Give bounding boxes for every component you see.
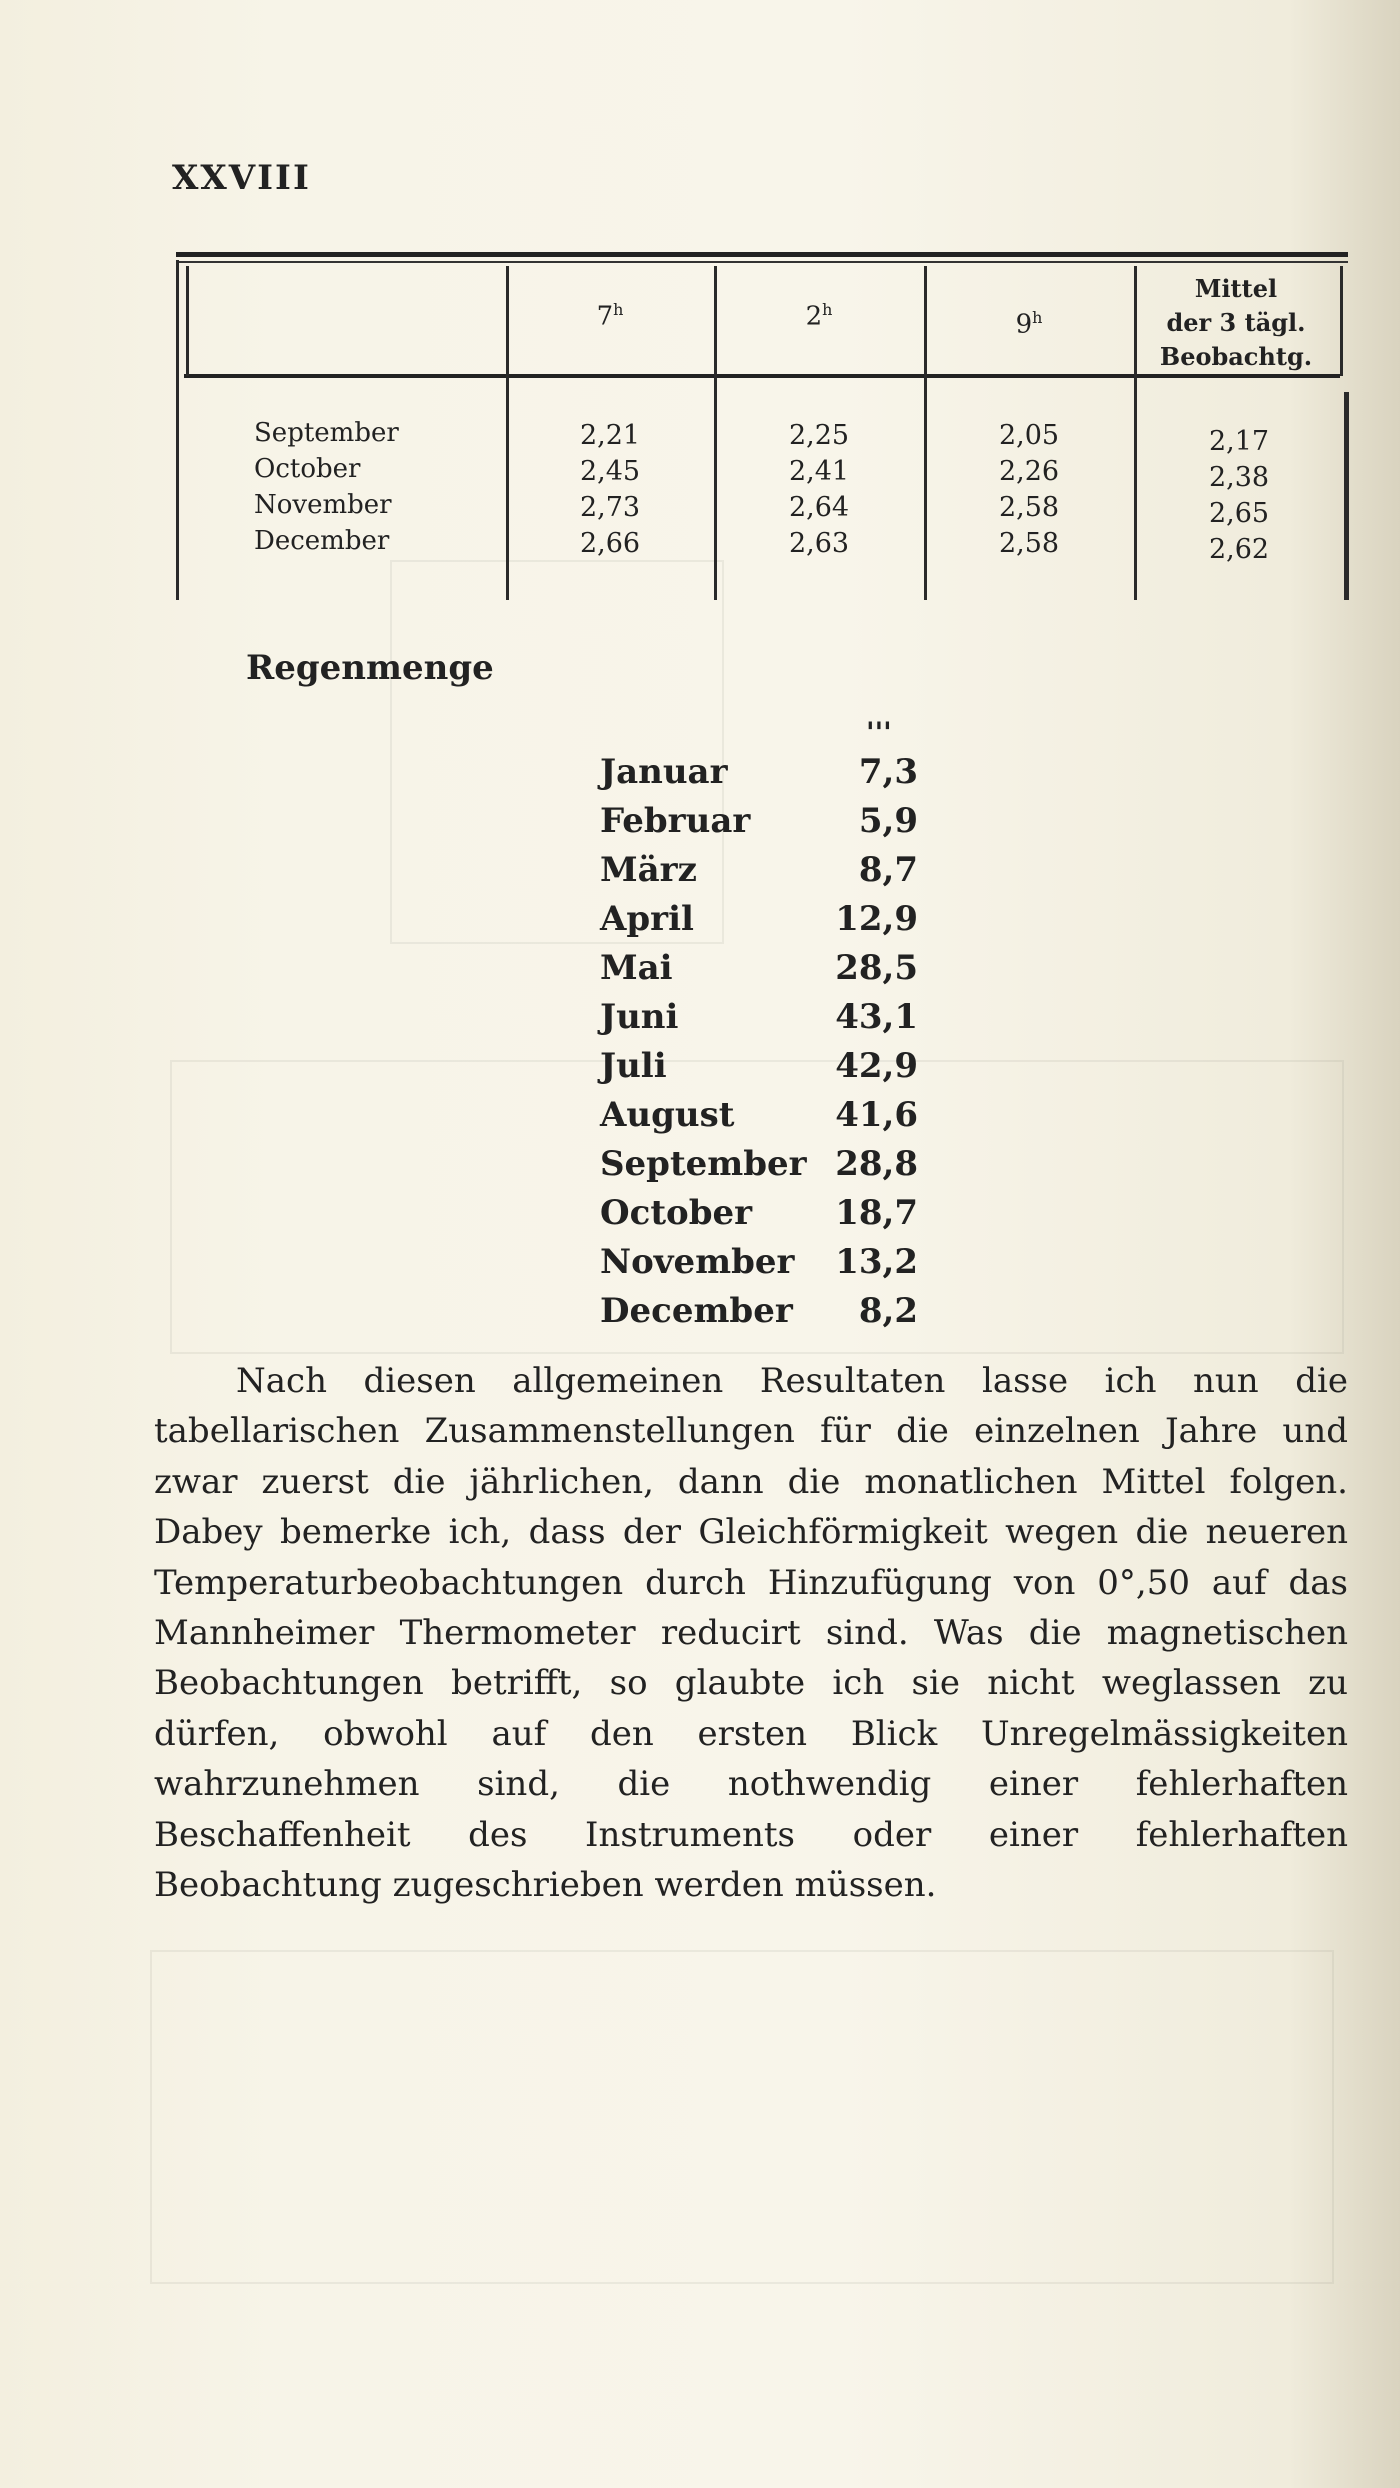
rain-value: 28,8: [835, 1144, 918, 1184]
table-cell-7h: 2,45: [579, 456, 641, 487]
rain-month: Juni: [600, 997, 679, 1037]
rain-value: 7,3: [858, 752, 918, 792]
table-cell-9h: 2,05: [998, 420, 1060, 451]
rain-month: September: [600, 1144, 807, 1184]
table-top-rule: [176, 252, 1348, 257]
table-cell-7h: 2,73: [579, 492, 641, 523]
rain-month: October: [600, 1193, 753, 1233]
rain-month: April: [600, 899, 694, 939]
header-9h-sup: h: [1032, 308, 1043, 327]
rain-value: 43,1: [835, 997, 918, 1037]
table-frame: [176, 252, 1348, 600]
header-9h: [924, 308, 1134, 340]
page-number: XXVIII: [172, 158, 311, 198]
header-mittel-line-2: der 3 tägl.: [1166, 308, 1306, 337]
table-row-month: November: [254, 490, 392, 520]
list-item: [600, 1095, 940, 1143]
body-paragraph-block: [154, 1356, 1348, 1910]
header-7h-label: 7: [596, 301, 614, 332]
list-item: [600, 752, 940, 800]
table-cell-7h: 2,21: [579, 420, 641, 451]
table-cell-7h: 2,66: [579, 528, 641, 559]
list-item: [600, 801, 940, 849]
rain-month: December: [600, 1291, 793, 1331]
table-cell-2h: 2,64: [788, 492, 850, 523]
rain-value: 28,5: [835, 948, 918, 988]
list-item: [600, 899, 940, 947]
rain-value: 41,6: [835, 1095, 918, 1135]
rain-value: 5,9: [858, 801, 918, 841]
table-row-month: December: [254, 526, 390, 556]
list-item: [600, 997, 940, 1045]
rain-month: Mai: [600, 948, 673, 988]
table-cell-mittel: 2,65: [1208, 498, 1270, 529]
rain-value: 13,2: [835, 1242, 918, 1282]
list-item: [600, 1046, 940, 1094]
table-cell-9h: 2,26: [998, 456, 1060, 487]
list-item: [600, 1144, 940, 1192]
rain-value: 12,9: [835, 899, 918, 939]
rain-value: 18,7: [835, 1193, 918, 1233]
header-2h: [714, 300, 924, 332]
header-mittel-line-3: Beobachtg.: [1159, 342, 1313, 371]
show-through-table-lower: [150, 1950, 1334, 2284]
list-item: [600, 1291, 940, 1339]
table-cell-mittel: 2,17: [1208, 426, 1270, 457]
rain-month: November: [600, 1242, 795, 1282]
table-right-border: [1340, 266, 1343, 376]
table-row-month: October: [254, 454, 361, 484]
list-item: [600, 850, 940, 898]
table-cell-9h: 2,58: [998, 492, 1060, 523]
table-row-month: September: [254, 418, 399, 448]
rain-month: Januar: [600, 752, 728, 792]
list-item: [600, 1193, 940, 1241]
rain-month: Februar: [600, 801, 751, 841]
body-paragraph: Nach diesen allgemeinen Resultaten lasse ich nun die tabellarischen Zusammenstellungen für die einzelnen Jahre und zwar zuerst die jährlichen, dann die monatlichen Mittel folgen. Dabey bemerke ich, dass der Gleichförmigkeit wegen die neueren Temperaturbeobachtungen durch Hinzufügung von 0°,50 auf das Mannheimer Thermometer reducirt sind. Was die magnetischen Beobachtungen betrifft, so glaubte ich sie nicht weglassen zu dürfen, obwohl auf den ersten Blick Unregelmässigkeiten wahrzunehmen sind, die nothwendig einer fehlerhaften Beschaffenheit des Instruments oder einer fehlerhaften Beobachtung zugeschrieben werden müssen.: [154, 1361, 1348, 1906]
table-left-border-inner: [186, 266, 189, 376]
rain-value: 42,9: [835, 1046, 918, 1086]
header-7h-sup: h: [613, 300, 624, 319]
table-left-border: [176, 260, 179, 600]
list-item: [600, 1242, 940, 1290]
table-cell-2h: 2,25: [788, 420, 850, 451]
table-cell-2h: 2,63: [788, 528, 850, 559]
rain-month: August: [600, 1095, 735, 1135]
table-cell-mittel: 2,62: [1208, 534, 1270, 565]
header-mittel: [1136, 272, 1336, 374]
list-item: [600, 948, 940, 996]
rain-unit-mark: ''': [866, 716, 892, 749]
table-header-rule: [184, 374, 1340, 378]
rain-month: Juli: [600, 1046, 667, 1086]
header-2h-sup: h: [822, 300, 833, 319]
table-cell-9h: 2,58: [998, 528, 1060, 559]
rain-month: März: [600, 850, 697, 890]
table-cell-mittel: 2,38: [1208, 462, 1270, 493]
rain-section-title: Regenmenge: [246, 648, 494, 688]
table-right-border-lower: [1344, 392, 1349, 600]
rain-value: 8,7: [858, 850, 918, 890]
humidity-table: [176, 252, 1348, 600]
table-cell-2h: 2,41: [788, 456, 850, 487]
rain-value: 8,2: [858, 1291, 918, 1331]
header-mittel-line-1: Mittel: [1194, 274, 1278, 303]
header-9h-label: 9: [1015, 309, 1033, 340]
table-top-rule-thin: [176, 261, 1348, 263]
header-2h-label: 2: [805, 301, 823, 332]
header-7h: [506, 300, 714, 332]
